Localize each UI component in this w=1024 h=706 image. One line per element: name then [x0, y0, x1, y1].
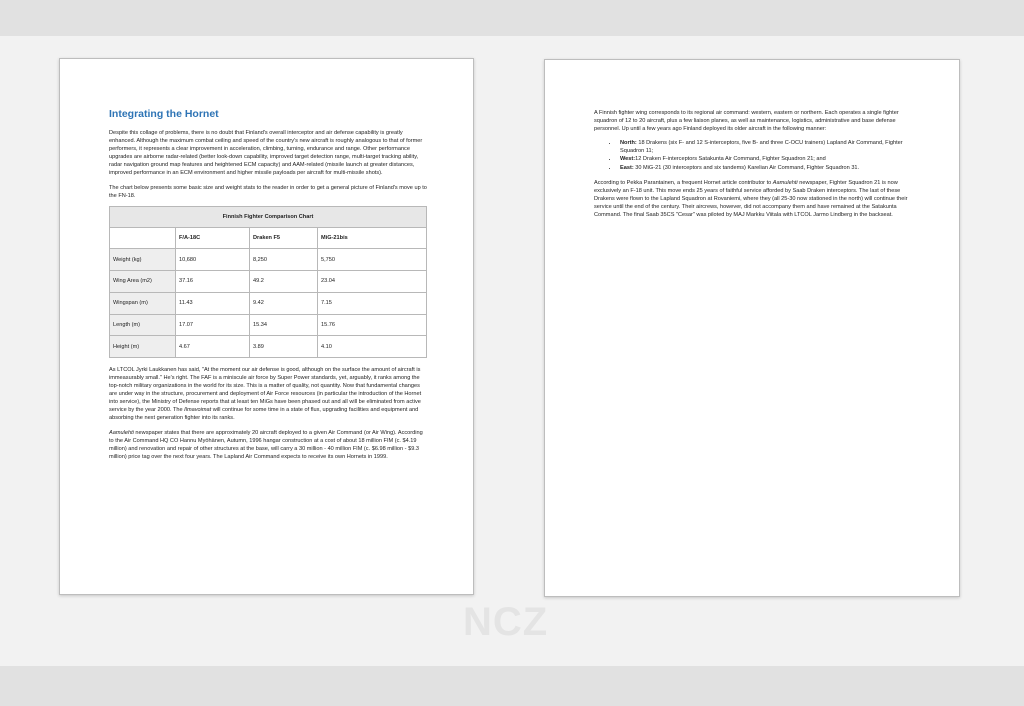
paragraph-intro: Despite this collage of problems, there is no doubt that Finland's overall interceptor and air defense capability is greatly enhanced. Although the maximum combat ceiling and speed of the country's new aircraft is roughly analogous to that of former performers, it represents a clear improvement in acceleration, climbing, turning, endurance and range. Other performance upgrades are airborne radar-related (better look-down capability, improved target detection range, multi-target tracking ability, radar navigation ground map features and heightened ECM capacity) and AAM-related (missile launch at greater distances, improved performance in an ECM environment and higher missile payloads per aircraft for multi-missile shots).	[109, 130, 423, 177]
list-item-text: 12 Draken F-interceptors Satakunta Air Command, Fighter Squadron 21; and	[635, 156, 826, 163]
table-cell: 4.10	[318, 336, 427, 358]
table-row-label: Height (m)	[110, 336, 176, 358]
list-item	[618, 139, 912, 155]
top-bar	[0, 0, 1024, 36]
table-cell: 10,680	[176, 249, 250, 271]
text-run: newspaper, Fighter Squadron 21 is now exclusively an F-18 unit. This move ends 25 years of faithful service afforded by Saab Draken interceptors. The last of these Drakens were flown to the Lapland Squadron at Rovaniemi, where they (all 25-30 now stationed in the north) will continue their service until the end of the century. Their aircrews, however, did not accompany them and have remained at the Satakunta Command. The final Saab 35CS "Cesar" was piloted by MAJ Markku Viitala with LTCOL Jarmo Lindberg in the backseat.	[594, 179, 908, 219]
table-row	[110, 271, 427, 293]
text-run: As LTCOL Jyrki Laukkanen has said, "At the moment our air defense is good, although on the surface the amount of aircraft is immeasurably small." He's right. The FAF is a miniscule air force by Super Power standards, yet, arguably, it ranks among the top-notch military organizations in the world for its size. This is a matter of quality, not quantity. Now that fundamental changes are under way in the structure, procurement and deployment of Air Force resources (in particular the introduction of the Hornet into service), the Ministry of Defense reports that at least ten MiGs have been phased out and all will be eliminated from active service by the year 2000. The	[109, 366, 422, 414]
table-cell: 3.89	[250, 336, 318, 358]
table-header-cell: MiG-21bis	[318, 227, 427, 249]
table-row	[110, 249, 427, 271]
document-page-2	[544, 59, 960, 597]
table-title: Finnish Fighter Comparison Chart	[110, 206, 427, 227]
paragraph-laukkanen-quote	[109, 366, 427, 423]
document-page-1	[59, 58, 474, 595]
watermark: NCZ	[463, 600, 549, 644]
table-cell: 4.67	[176, 336, 250, 358]
table-cell: 23.04	[318, 271, 427, 293]
page-2-content	[594, 109, 912, 225]
table-cell: 37.16	[176, 271, 250, 293]
list-item	[618, 155, 912, 163]
table-title-row	[110, 206, 427, 227]
paragraph-aamulehti	[109, 429, 427, 461]
list-item	[618, 164, 912, 172]
italic-term: Ilmavoimat	[184, 407, 212, 414]
section-heading: Integrating the Hornet	[109, 108, 219, 120]
table-cell: 17.07	[176, 314, 250, 336]
bullet-list	[594, 139, 912, 171]
table-header-cell	[110, 227, 176, 249]
list-item-label: East:	[620, 164, 634, 171]
list-item-label: West:	[620, 156, 636, 163]
italic-term: Aamulehti	[109, 429, 134, 436]
list-item-text: 18 Drakens (six F- and 12 S-interceptors, five B- and three C-OCU trainers) Lapland Air Command, Fighter Squadron 11;	[620, 140, 903, 155]
text-run: will continue for some time in a state of flux, upgrading facilities and equipment and absorbing the next generation fighter into its ranks.	[109, 407, 419, 422]
table-row-label: Length (m)	[110, 314, 176, 336]
table-cell: 9.42	[250, 292, 318, 314]
list-item-label: North:	[620, 140, 637, 147]
paragraph-parantainen	[594, 179, 912, 219]
table-row-label: Weight (kg)	[110, 249, 176, 271]
table-cell: 11.43	[176, 292, 250, 314]
table-row-label: Wing Area (m2)	[110, 271, 176, 293]
table-cell: 49.2	[250, 271, 318, 293]
list-item-text: 30 MiG-21 (30 interceptors and six tandems) Karelian Air Command, Fighter Squadron 31.	[633, 164, 860, 171]
table-header-cell: Draken F5	[250, 227, 318, 249]
paragraph-chart-intro: The chart below presents some basic size and weight stats to the reader in order to get a general picture of Finland's move up to the FN-18.	[109, 184, 427, 199]
paragraph-fighter-wing: A Finnish fighter wing corresponds to its regional air command: western, eastern or northern. Each operates a single fighter squadron of 12 to 20 aircraft, plus a few liaison planes, as well as maintenance, logistics, administrative and base defense personnel. Up until a few years ago Finland deployed its older aircraft in the following manner:	[594, 110, 899, 133]
text-run: According to Pekka Parantainen, a frequent Hornet article contributor to	[594, 179, 773, 186]
table-cell: 15.76	[318, 314, 427, 336]
fighter-comparison-table	[109, 206, 427, 358]
bottom-bar	[0, 666, 1024, 706]
table-cell: 5,750	[318, 249, 427, 271]
table-row	[110, 314, 427, 336]
page-1-content	[109, 108, 427, 467]
italic-term: Aamulehti	[772, 179, 798, 186]
table-cell: 7.15	[318, 292, 427, 314]
table-row	[110, 292, 427, 314]
table-header-cell: F/A-18C	[176, 227, 250, 249]
table-cell: 15.34	[250, 314, 318, 336]
table-row-label: Wingspan (m)	[110, 292, 176, 314]
table-row	[110, 336, 427, 358]
text-run: newspaper states that there are approximately 20 aircraft deployed to a given Air Command (or Air Wing). According to the Air Command HQ CO Hannu Myöhänen, Autumn, 1996 hangar construction at a cost of about 18 million FIM (c. $4.19 million) and renovation and repair of other structures at the base, will carry a 30 million - 40 million FIM (c. $6.98 million - $9.3 million) price tag over the next four years. The Lapland Air Command expects to receive its own Hornets in 1999.	[109, 429, 423, 460]
table-cell: 8,250	[250, 249, 318, 271]
table-header-row	[110, 227, 427, 249]
